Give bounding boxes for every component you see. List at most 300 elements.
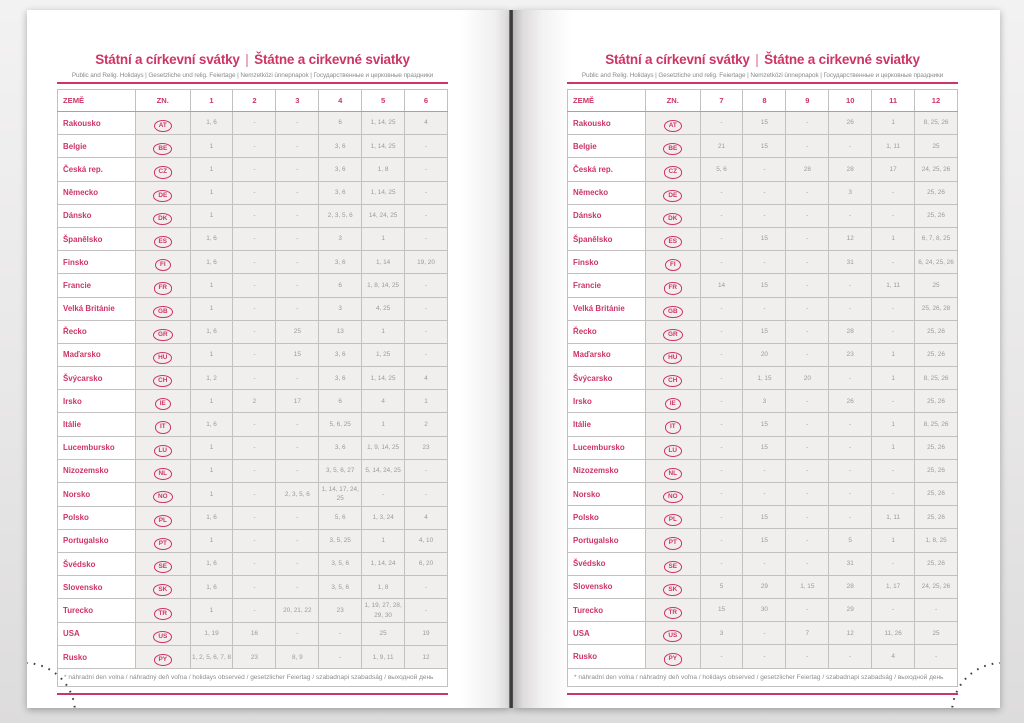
holiday-days-cell: - <box>233 529 276 552</box>
holiday-days-cell: - <box>786 181 829 204</box>
country-code-cell <box>136 181 191 204</box>
holiday-days-cell: - <box>233 181 276 204</box>
country-code-badge: IT <box>155 421 171 433</box>
country-row <box>568 645 958 668</box>
holiday-days-cell: 8, 25, 26 <box>915 112 958 135</box>
footnote-text: * náhradní den volna / náhradný deň voľna / holidays observed / gesetzlicher Feiertag / szabadnapi szabadság / выходной день <box>568 668 958 686</box>
holiday-days-cell: 1, 17 <box>872 575 915 598</box>
country-code-badge: SE <box>154 561 173 573</box>
country-code-cell <box>646 135 701 158</box>
holiday-days-cell: 1 <box>872 227 915 250</box>
holiday-days-cell: 15 <box>743 529 786 552</box>
country-code-cell <box>136 413 191 436</box>
holiday-days-cell: 25 <box>915 135 958 158</box>
country-row <box>58 343 448 366</box>
country-code-cell <box>646 181 701 204</box>
page-subtitle: Public and Relig. Holidays | Gesetzliche und relig. Feiertage | Nemzetközi ünnepnapok | Государственные и церковные праздники <box>71 72 434 79</box>
holiday-days-cell: 4 <box>405 506 448 529</box>
holiday-days-cell: - <box>786 112 829 135</box>
country-name: Slovensko <box>568 575 646 598</box>
holiday-days-cell: 12 <box>405 646 448 669</box>
country-code-badge: FR <box>154 282 173 294</box>
holiday-days-cell: 1 <box>872 343 915 366</box>
country-code-badge: ES <box>664 236 683 248</box>
holiday-days-cell: 31 <box>829 552 872 575</box>
holiday-days-cell: - <box>276 135 319 158</box>
holiday-days-cell: - <box>405 204 448 227</box>
country-row <box>58 367 448 390</box>
holiday-days-cell: 1, 11 <box>872 135 915 158</box>
diary-page-left <box>27 10 510 708</box>
holiday-days-cell: - <box>786 459 829 482</box>
country-row <box>568 529 958 552</box>
holiday-days-cell: - <box>276 181 319 204</box>
holiday-days-cell: 1, 6 <box>190 112 233 135</box>
country-code-cell <box>136 390 191 413</box>
holiday-days-cell: - <box>233 576 276 599</box>
holiday-days-cell: 20 <box>743 343 786 366</box>
holiday-days-cell: 1, 15 <box>786 575 829 598</box>
country-code-badge: SK <box>663 584 682 596</box>
holiday-days-cell: 1, 14, 25 <box>362 367 405 390</box>
holiday-days-cell: - <box>233 413 276 436</box>
country-code-badge: PL <box>154 515 172 527</box>
holiday-days-cell: 1, 15 <box>743 367 786 390</box>
country-code-badge: GB <box>153 306 173 318</box>
country-code-badge: PT <box>664 537 682 549</box>
country-code-cell <box>136 576 191 599</box>
country-code-badge: AT <box>664 120 682 132</box>
country-row <box>58 135 448 158</box>
holiday-days-cell: 4 <box>872 645 915 668</box>
country-name: Nizozemsko <box>568 459 646 482</box>
holiday-days-cell: - <box>786 274 829 297</box>
title-separator: | <box>245 52 249 67</box>
column-header-month: 2 <box>233 90 276 112</box>
country-name: Finsko <box>568 251 646 274</box>
country-name: Maďarsko <box>58 343 136 366</box>
country-row <box>568 459 958 482</box>
page-title <box>57 52 448 67</box>
country-row <box>58 227 448 250</box>
holiday-days-cell: 1, 14, 25 <box>362 181 405 204</box>
holiday-days-cell: 20 <box>786 367 829 390</box>
country-code-cell <box>646 483 701 506</box>
country-name: Irsko <box>568 390 646 413</box>
column-header-country: ZEMĚ <box>568 90 646 112</box>
country-name: Rakousko <box>58 112 136 135</box>
holiday-days-cell: 25, 26 <box>915 552 958 575</box>
country-name: Česká rep. <box>568 158 646 181</box>
country-name: Švédsko <box>568 552 646 575</box>
holiday-days-cell: 13 <box>319 320 362 343</box>
country-code-cell <box>646 158 701 181</box>
country-row <box>568 274 958 297</box>
holiday-days-cell: 15 <box>700 598 743 621</box>
country-code-cell <box>646 529 701 552</box>
title-slovak: Štátne a cirkevné sviatky <box>764 52 920 67</box>
holiday-days-cell: 1 <box>872 413 915 436</box>
holiday-days-cell: 5 <box>700 575 743 598</box>
country-name: Francie <box>58 274 136 297</box>
holiday-days-cell: - <box>233 158 276 181</box>
country-code-cell <box>646 436 701 459</box>
country-code-badge: ES <box>154 236 173 248</box>
holiday-days-cell: 1, 8 <box>362 158 405 181</box>
holiday-days-cell: - <box>362 483 405 507</box>
country-row <box>568 343 958 366</box>
holiday-days-cell: 1, 6 <box>190 251 233 274</box>
holiday-days-cell: - <box>233 599 276 623</box>
holiday-days-cell: - <box>405 599 448 623</box>
holiday-days-cell: 2 <box>405 413 448 436</box>
holiday-days-cell: - <box>700 459 743 482</box>
column-header-month: 5 <box>362 90 405 112</box>
holiday-days-cell: 1, 6 <box>190 576 233 599</box>
holiday-days-cell: 1 <box>872 112 915 135</box>
country-name: Švýcarsko <box>568 367 646 390</box>
holiday-days-cell: - <box>233 135 276 158</box>
country-code-cell <box>646 227 701 250</box>
holiday-days-cell: 11, 26 <box>872 622 915 645</box>
holiday-days-cell: 1 <box>190 483 233 507</box>
country-row <box>568 436 958 459</box>
holiday-days-cell: - <box>276 552 319 575</box>
holiday-days-cell: - <box>276 158 319 181</box>
country-code-badge: PL <box>664 514 682 526</box>
country-code-cell <box>646 459 701 482</box>
country-row <box>568 320 958 343</box>
country-row <box>568 297 958 320</box>
holiday-days-cell: 5, 6, 25 <box>319 413 362 436</box>
holiday-days-cell: - <box>786 436 829 459</box>
holiday-days-cell: - <box>405 274 448 297</box>
country-code-cell <box>136 506 191 529</box>
country-code-cell <box>646 343 701 366</box>
country-code-cell <box>646 112 701 135</box>
holiday-days-cell: 1, 2, 5, 6, 7, 8 <box>190 646 233 669</box>
holiday-days-cell: - <box>405 343 448 366</box>
country-code-cell <box>646 552 701 575</box>
holiday-days-cell: - <box>276 576 319 599</box>
country-row <box>568 413 958 436</box>
holiday-days-cell: - <box>743 204 786 227</box>
country-code-badge: SK <box>153 584 172 596</box>
holiday-days-cell: 1 <box>190 181 233 204</box>
holiday-days-cell: - <box>233 251 276 274</box>
country-row <box>568 552 958 575</box>
holiday-days-cell: - <box>786 413 829 436</box>
footnote-text: * náhradní den volna / náhradný deň voľna / holidays observed / gesetzlicher Feiertag / szabadnapi szabadság / выходной день <box>58 669 448 687</box>
holiday-days-cell: - <box>915 598 958 621</box>
holiday-days-cell: 25, 26 <box>915 506 958 529</box>
country-row <box>568 112 958 135</box>
holiday-days-cell: - <box>405 297 448 320</box>
country-code-cell <box>136 459 191 482</box>
holiday-days-cell: - <box>233 274 276 297</box>
country-code-badge: CZ <box>154 166 173 178</box>
country-row <box>58 204 448 227</box>
holiday-days-cell: 6, 24, 25, 26 <box>915 251 958 274</box>
holiday-days-cell: 1 <box>190 135 233 158</box>
holiday-days-cell: 20, 21, 22 <box>276 599 319 623</box>
country-code-badge: DK <box>153 213 172 225</box>
country-name: Polsko <box>58 506 136 529</box>
country-row <box>568 575 958 598</box>
country-row <box>568 367 958 390</box>
holiday-days-cell: 25, 26 <box>915 436 958 459</box>
perforation-arc-icon <box>942 651 1000 708</box>
holiday-days-cell: 14, 24, 25 <box>362 204 405 227</box>
country-row <box>58 622 448 645</box>
holiday-days-cell: - <box>872 204 915 227</box>
holiday-days-cell: 3, 6 <box>319 181 362 204</box>
holiday-days-cell: - <box>700 227 743 250</box>
country-name: Řecko <box>58 320 136 343</box>
country-name: Belgie <box>568 135 646 158</box>
holiday-days-cell: 23 <box>829 343 872 366</box>
holiday-days-cell: 5, 6 <box>700 158 743 181</box>
holiday-days-cell: 1, 14, 17, 24, 25 <box>319 483 362 507</box>
country-name: Turecko <box>58 599 136 623</box>
country-row <box>58 274 448 297</box>
country-row <box>58 390 448 413</box>
holiday-days-cell: - <box>786 645 829 668</box>
country-code-badge: CH <box>153 375 172 387</box>
country-row <box>58 112 448 135</box>
holiday-days-cell: - <box>743 483 786 506</box>
holiday-days-cell: 6 <box>319 274 362 297</box>
perforation-arc-icon <box>27 651 85 708</box>
country-code-badge: CZ <box>664 166 683 178</box>
country-row <box>568 390 958 413</box>
country-code-badge: NL <box>154 468 173 480</box>
holiday-days-cell: - <box>829 135 872 158</box>
holiday-days-cell: 1, 2 <box>190 367 233 390</box>
country-code-cell <box>646 645 701 668</box>
holiday-days-cell: 31 <box>829 251 872 274</box>
country-code-cell <box>136 204 191 227</box>
holiday-days-cell: 2 <box>233 390 276 413</box>
title-separator: | <box>755 52 759 67</box>
country-code-cell <box>646 274 701 297</box>
holiday-days-cell: - <box>743 251 786 274</box>
country-row <box>568 506 958 529</box>
country-row <box>58 459 448 482</box>
country-code-badge: IE <box>665 398 681 410</box>
country-code-badge: SE <box>664 561 683 573</box>
holiday-days-cell: - <box>700 552 743 575</box>
country-row <box>58 552 448 575</box>
country-code-cell <box>646 575 701 598</box>
page-subtitle: Public and Relig. Holidays | Gesetzliche und relig. Feiertage | Nemzetközi ünnepnapok | Государственные и церковные праздники <box>581 72 944 79</box>
holiday-days-cell: - <box>700 483 743 506</box>
holiday-days-cell: 29 <box>743 575 786 598</box>
country-name: Rusko <box>58 646 136 669</box>
holiday-days-cell: 25 <box>915 622 958 645</box>
holiday-days-cell: 28 <box>829 575 872 598</box>
holiday-days-cell: - <box>829 413 872 436</box>
holiday-days-cell: 1 <box>190 343 233 366</box>
holiday-days-cell: - <box>743 622 786 645</box>
holiday-days-cell: 1, 14, 25 <box>362 112 405 135</box>
country-code-cell <box>136 483 191 507</box>
holiday-days-cell: 25 <box>362 622 405 645</box>
country-code-cell <box>136 343 191 366</box>
country-name: Slovensko <box>58 576 136 599</box>
country-code-cell <box>136 135 191 158</box>
holiday-days-cell: 6, 20 <box>405 552 448 575</box>
holiday-days-cell: 3, 5, 25 <box>319 529 362 552</box>
holiday-days-cell: - <box>829 459 872 482</box>
holiday-days-cell: - <box>276 227 319 250</box>
holiday-days-cell: 8, 25, 26 <box>915 413 958 436</box>
holiday-days-cell: - <box>829 274 872 297</box>
holiday-days-cell: 15 <box>743 135 786 158</box>
holiday-days-cell: - <box>405 576 448 599</box>
holiday-days-cell: - <box>276 204 319 227</box>
country-code-badge: PY <box>154 654 173 666</box>
holiday-days-cell: 26 <box>829 390 872 413</box>
holiday-days-cell: 28 <box>829 320 872 343</box>
country-row <box>568 135 958 158</box>
holiday-days-cell: 6 <box>319 390 362 413</box>
column-header-month: 12 <box>915 90 958 112</box>
country-code-cell <box>646 204 701 227</box>
country-name: Španělsko <box>58 227 136 250</box>
holiday-days-cell: - <box>276 622 319 645</box>
country-code-cell <box>136 297 191 320</box>
holiday-days-cell: 23 <box>233 646 276 669</box>
holiday-days-cell: - <box>829 367 872 390</box>
top-rule <box>567 82 958 84</box>
country-code-badge: DK <box>663 213 682 225</box>
holiday-days-cell: 1 <box>405 390 448 413</box>
holiday-days-cell: 1, 6 <box>190 413 233 436</box>
holiday-days-cell: - <box>872 552 915 575</box>
country-code-badge: BE <box>663 143 682 155</box>
holiday-days-cell: 3 <box>743 390 786 413</box>
country-code-badge: BE <box>153 143 172 155</box>
holiday-days-cell: - <box>786 320 829 343</box>
country-row <box>58 529 448 552</box>
holiday-days-cell: 1 <box>362 413 405 436</box>
country-name: Španělsko <box>568 227 646 250</box>
country-code-cell <box>646 506 701 529</box>
holiday-days-cell: 1 <box>190 274 233 297</box>
holiday-days-cell: - <box>405 181 448 204</box>
country-code-cell <box>136 112 191 135</box>
holiday-days-cell: - <box>700 181 743 204</box>
holiday-days-cell: 1, 6 <box>190 552 233 575</box>
column-header-month: 1 <box>190 90 233 112</box>
country-row <box>568 227 958 250</box>
holiday-days-cell: 1 <box>190 390 233 413</box>
holiday-days-cell: 3, 6 <box>319 135 362 158</box>
holiday-days-cell: - <box>786 251 829 274</box>
holiday-days-cell: 3, 6 <box>319 158 362 181</box>
holiday-days-cell: 3, 6 <box>319 343 362 366</box>
holiday-days-cell: - <box>319 646 362 669</box>
holiday-days-cell: 3 <box>319 297 362 320</box>
country-row <box>568 181 958 204</box>
holiday-days-cell: 15 <box>743 506 786 529</box>
holiday-days-cell: 15 <box>276 343 319 366</box>
holiday-days-cell: - <box>786 204 829 227</box>
holiday-days-cell: - <box>276 274 319 297</box>
holiday-days-cell: 23 <box>319 599 362 623</box>
holiday-days-cell: 1, 6 <box>190 320 233 343</box>
holiday-days-cell: 6 <box>319 112 362 135</box>
holiday-days-cell: 23 <box>405 436 448 459</box>
holiday-days-cell: - <box>872 598 915 621</box>
holiday-days-cell: 25, 26 <box>915 320 958 343</box>
holiday-days-cell: 1 <box>190 158 233 181</box>
holiday-days-cell: - <box>405 459 448 482</box>
title-slovak: Štátne a cirkevné sviatky <box>254 52 410 67</box>
country-row <box>58 297 448 320</box>
holiday-days-cell: 1, 14, 24 <box>362 552 405 575</box>
column-header-code: ZN. <box>646 90 701 112</box>
country-code-badge: IE <box>155 398 171 410</box>
holiday-days-cell: - <box>786 483 829 506</box>
holiday-days-cell: - <box>829 506 872 529</box>
holiday-days-cell: - <box>233 227 276 250</box>
holiday-days-cell: 24, 25, 26 <box>915 158 958 181</box>
country-name: Velká Británie <box>58 297 136 320</box>
holiday-days-cell: - <box>276 413 319 436</box>
title-czech: Státní a církevní svátky <box>605 52 750 67</box>
country-name: Portugalsko <box>58 529 136 552</box>
holiday-days-cell: - <box>700 645 743 668</box>
holiday-days-cell: 1, 8, 14, 25 <box>362 274 405 297</box>
country-code-cell <box>136 646 191 669</box>
holiday-days-cell: - <box>276 529 319 552</box>
holiday-days-cell: 25 <box>915 274 958 297</box>
footnote-row <box>568 668 958 686</box>
country-name: Itálie <box>568 413 646 436</box>
holiday-days-cell: - <box>872 181 915 204</box>
country-code-cell <box>136 367 191 390</box>
holidays-table-months-7-12 <box>567 89 958 687</box>
column-header-month: 11 <box>872 90 915 112</box>
holiday-days-cell: 21 <box>700 135 743 158</box>
holiday-days-cell: 26 <box>829 112 872 135</box>
country-code-badge: TR <box>664 607 683 619</box>
holiday-days-cell: - <box>700 343 743 366</box>
holiday-days-cell: 1 <box>190 529 233 552</box>
holiday-days-cell: - <box>743 158 786 181</box>
holiday-days-cell: - <box>786 390 829 413</box>
holiday-days-cell: - <box>276 251 319 274</box>
country-row <box>58 576 448 599</box>
holiday-days-cell: 1, 11 <box>872 274 915 297</box>
holiday-days-cell: - <box>233 367 276 390</box>
holiday-days-cell: - <box>743 297 786 320</box>
holiday-days-cell: 14 <box>700 274 743 297</box>
holiday-days-cell: - <box>700 390 743 413</box>
holiday-days-cell: 15 <box>743 413 786 436</box>
holiday-days-cell: - <box>233 204 276 227</box>
holiday-days-cell: - <box>700 204 743 227</box>
holiday-days-cell: 25, 26 <box>915 459 958 482</box>
country-name: Švýcarsko <box>58 367 136 390</box>
country-name: Francie <box>568 274 646 297</box>
country-name: Dánsko <box>568 204 646 227</box>
country-code-cell <box>136 251 191 274</box>
holiday-days-cell: - <box>829 204 872 227</box>
country-name: Norsko <box>568 483 646 506</box>
